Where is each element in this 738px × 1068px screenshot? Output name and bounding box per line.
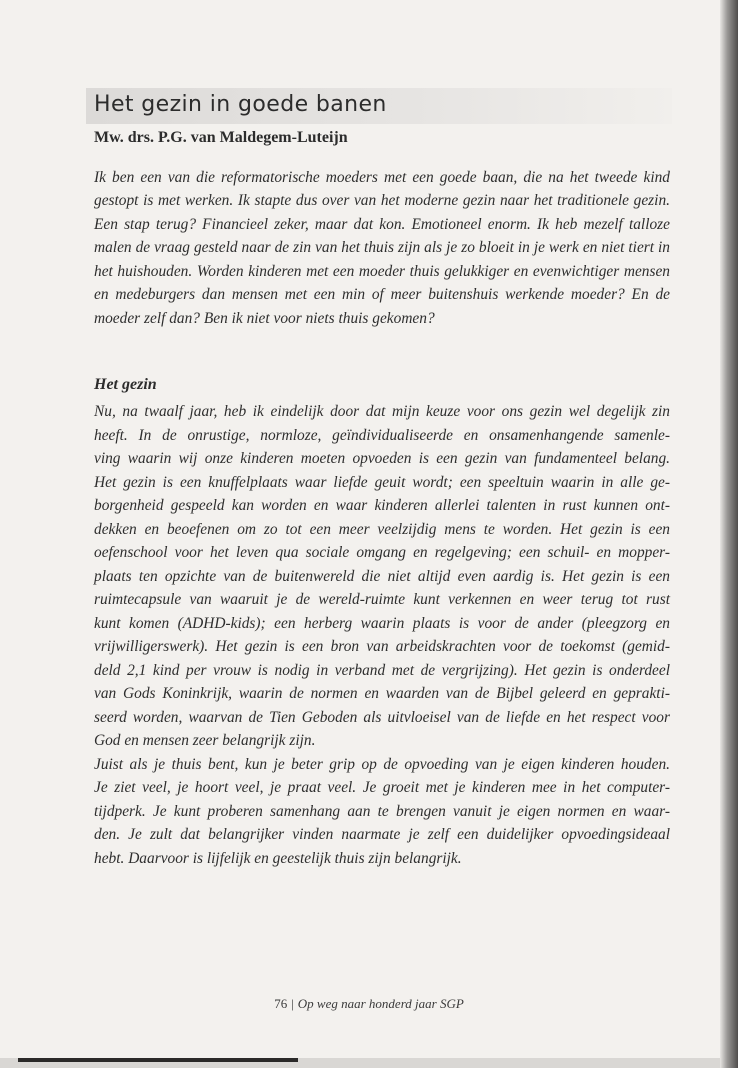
body-line: deld 2,1 kind per vrouw is nodig in verband met de vergrijzing). Het gezin is onderdeel [94, 661, 670, 679]
section-heading: Het gezin [94, 376, 157, 393]
intro-paragraph: Ik ben een van die reformatorische moeders met een goede baan, die na het tweede kind gestopt is met werken. Ik stapte dus over van het moderne gezin naar het traditionele gezin. Een stap terug? Financieel zeker, maar dat kon. Emotioneel enorm. Ik heb mezelf talloze malen de vraag gesteld naar de zin van het thuis zijn als je zo bloeit in je werk en niet tiert in het huishouden. Worden kinderen met een moeder thuis gelukkiger en evenwichtiger mensen en medeburgers dan mensen met een min of meer buitenshuis werkende moeder? En de moeder zelf dan? Ben ik niet voor niets thuis gekomen? [94, 169, 670, 327]
body-line: plaats ten opzichte van de buitenwereld die niet altijd even aardig is. Het gezin is een [94, 567, 670, 585]
article-title: Het gezin in goede banen [94, 92, 387, 117]
body-line: dekken en beoefenen om zo tot een meer veelzijdig mens te worden. Het gezin is een [94, 520, 670, 538]
body-line: tijdperk. Je kunt proberen samenhang aan te brengen vanuit je eigen normen en waar- [94, 802, 670, 820]
body-line: borgenheid gespeeld kan worden en waar kinderen allerlei talenten in rust kunnen ont- [94, 497, 670, 514]
body-line: ving waarin wij onze kinderen moeten opvoeden is een gezin van fundamenteel belang. [94, 450, 670, 467]
body-line: Je ziet veel, je hoort veel, je praat veel. Je groeit met je kinderen mee in het computer- [94, 779, 670, 796]
section-body [94, 400, 670, 870]
body-line: heeft. In de onrustige, normloze, geïndividualiseerde en onsamenhangende samenle- [94, 426, 670, 444]
body-line: oefenschool voor het leven qua sociale omgang en regelgeving; een schuil- en mopper- [94, 544, 670, 561]
body-line: hebt. Daarvoor is lijfelijk en geestelijk thuis zijn belangrijk. [94, 849, 462, 867]
body-line: Juist als je thuis bent, kun je beter grip op de opvoeding van je eigen kinderen houden. [94, 755, 670, 773]
page-number: 76 [274, 996, 288, 1011]
page-edge-shadow [720, 0, 738, 1068]
body-line: kunt komen (ADHD-kids); een herberg waarin plaats is voor de ander (pleegzorg en [94, 614, 670, 632]
body-line: seerd worden, waarvan de Tien Geboden als uitvloeisel van de liefde en het respect voor [94, 708, 670, 726]
body-line: ruimtecapsule van waaruit je de wereld-ruimte kunt verkennen en weer terug tot rust [94, 591, 670, 608]
footer-separator: | [291, 996, 294, 1011]
body-line: van Gods Koninkrijk, waarin de normen en waarden van de Bijbel geleerd en geprakti- [94, 685, 670, 702]
article-author: Mw. drs. P.G. van Maldegem-Luteijn [94, 129, 348, 146]
body-line: vrijwilligerswerk). Het gezin is een bron van arbeidskrachten voor de toekomst (gemid- [94, 638, 670, 655]
running-title: Op weg naar honderd jaar SGP [297, 996, 464, 1011]
body-line: God en mensen zeer belangrijk zijn. [94, 732, 316, 749]
body-line: Nu, na twaalf jaar, heb ik eindelijk door dat mijn keuze voor ons gezin wel degelijk zin [94, 403, 670, 420]
body-line: Het gezin is een knuffelplaats waar liefde geuit wordt; een speeltuin waarin in alle ge- [94, 473, 670, 491]
page-footer [0, 996, 720, 1012]
bottom-rule [18, 1058, 298, 1062]
body-line: den. Je zult dat belangrijker vinden naarmate je zelf een duidelijker opvoedingsideaal [94, 826, 670, 843]
